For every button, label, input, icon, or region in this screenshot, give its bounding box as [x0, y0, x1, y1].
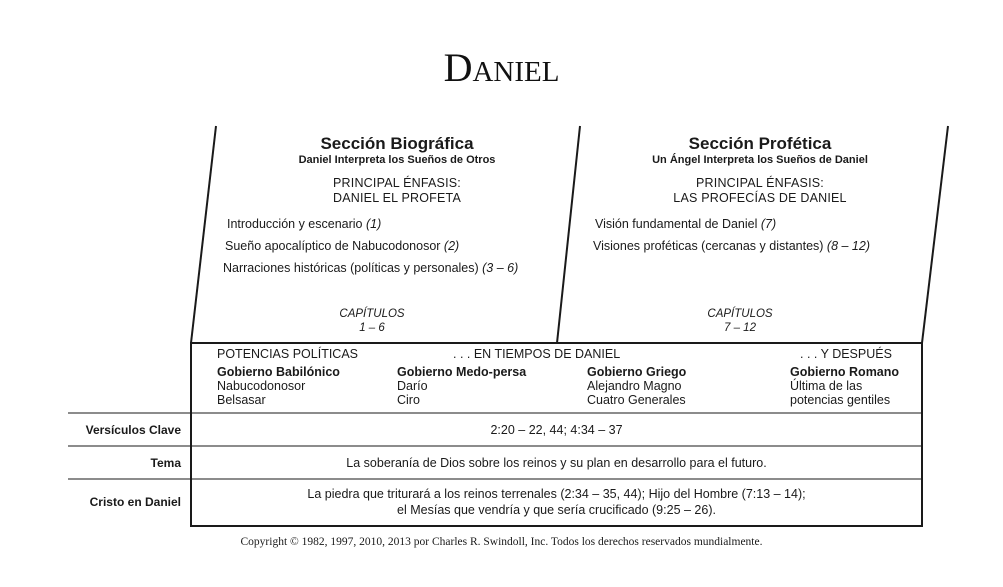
biographical-emphasis-label: PRINCIPAL ÉNFASIS:	[333, 176, 461, 190]
powers-heading-left: POTENCIAS POLÍTICAS	[217, 347, 359, 361]
left-slant-line	[191, 126, 216, 343]
powers-heading-right: . . . Y DESPUÉS	[800, 347, 892, 361]
prophetic-emphasis-value: LAS PROFECÍAS DE DANIEL	[673, 191, 847, 205]
biographical-emphasis-value: DANIEL EL PROFETA	[333, 191, 461, 205]
government-greek: Gobierno Griego Alejandro Magno Cuatro Generales	[587, 365, 687, 407]
prophetic-item: Visiones proféticas (cercanas y distantes) (8 – 12)	[593, 239, 870, 253]
government-medo-persian: Gobierno Medo-persa Darío Ciro	[397, 365, 527, 407]
prophetic-section	[590, 134, 930, 206]
christ-label: Cristo en Daniel	[89, 495, 181, 509]
copyright-notice: Copyright © 1982, 1997, 2010, 2013 por Charles R. Swindoll, Inc. Todos los derechos reservados mundialmente.	[240, 536, 763, 548]
christ-value: La piedra que triturará a los reinos terrenales (2:34 – 35, 44); Hijo del Hombre (7:13 – 14); el Mesías que vendría y que sería crucificado (9:25 – 26).	[307, 487, 806, 517]
prophetic-heading: Sección Profética	[688, 134, 832, 153]
biographical-item: Narraciones históricas (políticas y personales) (3 – 6)	[223, 261, 519, 275]
government-babylonian: Gobierno Babilónico Nabucodonosor Belsasar	[217, 365, 340, 407]
biographical-heading: Sección Biográfica	[320, 134, 474, 153]
page-title: DANIEL	[443, 45, 560, 90]
government-roman: Gobierno Romano Última de las potencias gentiles	[790, 365, 900, 407]
prophetic-subheading: Un Ángel Interpreta los Sueños de Daniel	[652, 154, 868, 166]
prophetic-item: Visión fundamental de Daniel (7)	[595, 217, 777, 231]
prophetic-chapters: CAPÍTULOS 7 – 12	[707, 308, 773, 334]
prophetic-emphasis-label: PRINCIPAL ÉNFASIS:	[696, 176, 824, 190]
biographical-item: Introducción y escenario (1)	[227, 217, 382, 231]
powers-heading-mid: . . . EN TIEMPOS DE DANIEL	[453, 347, 621, 361]
biographical-chapters: CAPÍTULOS 1 – 6	[339, 308, 405, 334]
theme-value: La soberanía de Dios sobre los reinos y su plan en desarrollo para el futuro.	[346, 456, 767, 470]
key-verses-label: Versículos Clave	[85, 423, 181, 437]
biographical-item: Sueño apocalíptico de Nabucodonosor (2)	[225, 239, 460, 253]
theme-label: Tema	[150, 456, 181, 470]
biographical-section	[232, 134, 562, 206]
biographical-subheading: Daniel Interpreta los Sueños de Otros	[298, 154, 496, 166]
key-verses-value: 2:20 – 22, 44; 4:34 – 37	[490, 423, 623, 437]
